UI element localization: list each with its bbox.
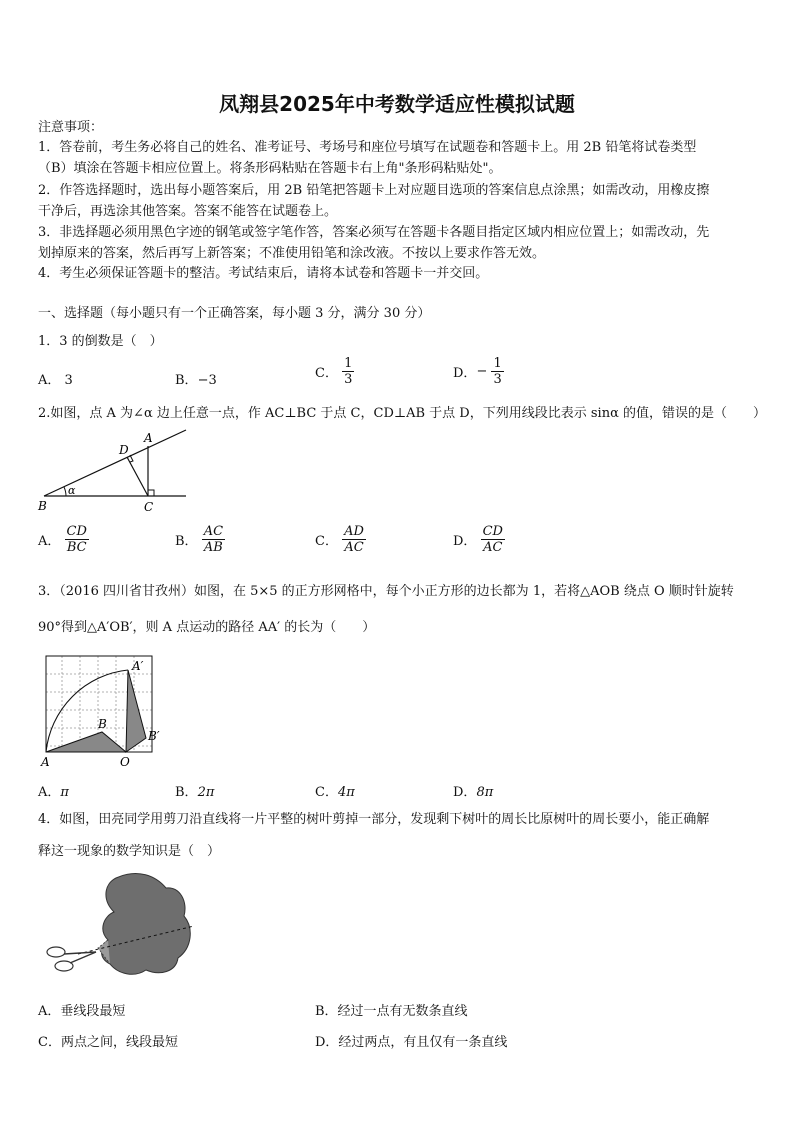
- label-B: B: [98, 717, 107, 731]
- notice-line: 2．作答选择题时，选出每小题答案后，用 2B 铅笔把答题卡上对应题目选项的答案信息点涂黑；如需改动，用橡皮擦: [38, 183, 710, 198]
- label-B-prime: B′: [148, 729, 160, 743]
- q1-option-a: A． 3: [38, 373, 73, 388]
- q3-option-b: B．2π: [175, 785, 215, 800]
- label-C: C: [144, 500, 154, 514]
- q4-leaf-figure: [38, 868, 198, 988]
- notice-line: 1．答卷前，考生务必将自己的姓名、准考证号、考场号和座位号填写在试题卷和答题卡上。用 2B 铅笔将试卷类型: [38, 140, 697, 155]
- label-alpha: α: [68, 484, 76, 497]
- q4-option-d: D．经过两点，有且仅有一条直线: [315, 1035, 508, 1050]
- notice-heading: 注意事项：: [38, 120, 104, 135]
- q3-figure: [36, 648, 166, 772]
- q3-stem-line2: 90°得到△A′OB′，则 A 点运动的路径 AA′ 的长为（ ）: [38, 620, 376, 635]
- q2-option-b: B． $\frac{AC}{AB}$: [175, 524, 224, 555]
- notice-line: （B）填涂在答题卡相应位置上。将条形码粘贴在答题卡右上角"条形码粘贴处"。: [38, 161, 502, 176]
- q2-stem: 2.如图，点 A 为∠α 边上任意一点，作 AC⊥BC 于点 C，CD⊥AB 于点 D，下列用线段比表示 sinα 的值，错误的是（ ）: [38, 406, 766, 421]
- q2-option-c: C． $\frac{AD}{AC}$: [315, 524, 364, 555]
- label-A-prime: A′: [132, 659, 144, 673]
- q1-option-c: C． $\frac{1}{3}$: [315, 356, 353, 387]
- q2-option-a: A． $\frac{CD}{BC}$: [38, 524, 87, 555]
- label-A: A: [144, 431, 153, 445]
- notice-line: 4．考生必须保证答题卡的整洁。考试结束后，请将本试卷和答题卡一并交回。: [38, 266, 489, 281]
- q1-stem: 1．3 的倒数是（ ）: [38, 334, 163, 349]
- q3-option-a: A．π: [38, 785, 69, 800]
- label-D: D: [119, 443, 129, 457]
- q2-option-d: D． $\frac{CD}{AC}$: [453, 524, 503, 555]
- label-O: O: [120, 755, 130, 769]
- q3-option-d: D．8π: [453, 785, 494, 800]
- page-title: 凤翔县2025年中考数学适应性模拟试题: [219, 92, 575, 116]
- q3-stem-line1: 3．（2016 四川省甘孜州）如图，在 5×5 的正方形网格中，每个小正方形的边长都为 1，若将△AOB 绕点 O 顺时针旋转: [38, 584, 734, 599]
- label-A: A: [41, 755, 50, 769]
- q1-option-b: B．−3: [175, 373, 217, 388]
- label-B: B: [38, 499, 47, 513]
- q1-option-d: D．− $\frac{1}{3}$: [453, 356, 502, 387]
- notice-line: 3．非选择题必须用黑色字迹的钢笔或签字笔作答，答案必须写在答题卡各题目指定区域内相应位置上；如需改动，先: [38, 225, 710, 240]
- notice-line: 干净后，再选涂其他答案。答案不能答在试题卷上。: [38, 204, 338, 219]
- q2-figure: [36, 424, 192, 516]
- notice-line: 划掉原来的答案，然后再写上新答案；不准使用铅笔和涂改液。不按以上要求作答无效。: [38, 246, 546, 261]
- q4-option-c: C．两点之间，线段最短: [38, 1035, 178, 1050]
- section-heading: 一、选择题（每小题只有一个正确答案，每小题 3 分，满分 30 分）: [38, 306, 431, 321]
- q4-option-b: B．经过一点有无数条直线: [315, 1004, 468, 1019]
- q4-stem-line1: 4．如图，田亮同学用剪刀沿直线将一片平整的树叶剪掉一部分，发现剩下树叶的周长比原树叶的周长要小，能正确解: [38, 812, 710, 827]
- q3-option-c: C．4π: [315, 785, 355, 800]
- q4-stem-line2: 释这一现象的数学知识是（ ）: [38, 844, 221, 859]
- q4-option-a: A．垂线段最短: [38, 1004, 126, 1019]
